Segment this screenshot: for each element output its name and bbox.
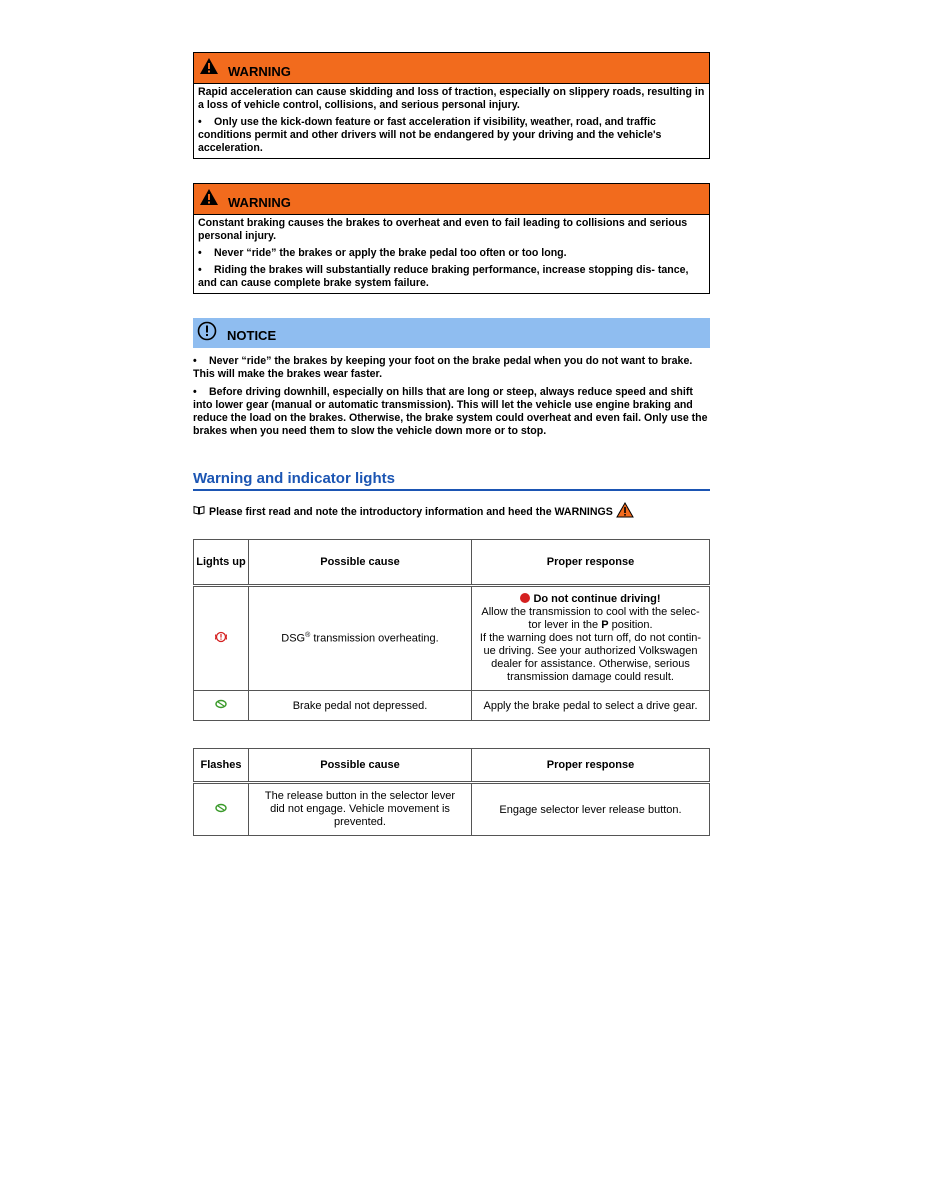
warning-text: Constant braking causes the brakes to overheat and even to fail leading to collisions and serious personal injury. — [198, 217, 688, 242]
warning-bullet: • Only use the kick-down feature or fast acceleration if visibility, weather, road, and traffic conditions permit and other drivers will not be endangered by your driving and the vehicle's acceleration. — [198, 116, 662, 154]
warning-text: Rapid acceleration can cause skidding and loss of traction, especially on slippery roads, resulting in a loss of vehicle control, collisions, and serious personal injury. — [198, 86, 705, 111]
warning-box-acceleration — [193, 52, 710, 159]
warning-box-braking — [193, 183, 710, 294]
column-header: Lights up — [194, 540, 249, 586]
column-header: Possible cause — [249, 540, 472, 586]
table-row — [194, 691, 710, 721]
lights-up-table — [193, 539, 710, 721]
warning-header — [194, 184, 709, 215]
warning-body — [194, 84, 709, 158]
warning-body — [194, 215, 709, 293]
page-content — [193, 52, 710, 836]
response-cell: Do not continue driving! Allow the transmission to cool with the selec- tor lever in the P position. If the warning does not turn off, do not contin- ue driving. See your authorized Volkswagen dealer for assistance. Otherwise, serious transmission damage could result. — [472, 586, 710, 691]
response-cell: Engage selector lever release button. — [472, 783, 710, 836]
warning-title: WARNING — [228, 194, 291, 210]
table-row — [194, 783, 710, 836]
warning-bullet: • Never “ride” the brakes or apply the brake pedal too often or too long. — [198, 247, 567, 259]
warning-header — [194, 53, 709, 84]
exclamation-circle-icon — [197, 321, 217, 346]
notice-title: NOTICE — [227, 327, 277, 343]
stop-icon — [520, 593, 530, 603]
cause-cell: The release button in the selector lever did not engage. Vehicle movement is prevented. — [249, 783, 472, 836]
warning-triangle-icon — [199, 188, 219, 211]
table-header-row — [194, 749, 710, 783]
column-header: Possible cause — [249, 749, 472, 783]
indicator-cell — [194, 783, 249, 836]
response-title: Do not continue driving! — [476, 593, 705, 606]
brake-pedal-icon — [215, 700, 227, 712]
cause-cell: DSG® transmission overheating. — [249, 586, 472, 691]
brake-pedal-icon — [215, 804, 227, 816]
warning-bullet: • Riding the brakes will substantially reduce braking performance, increase stopping dis- tance, and can cause complete brake system failure. — [198, 264, 689, 289]
intro-line — [193, 502, 710, 521]
cause-cell: Brake pedal not depressed. — [249, 691, 472, 721]
section-title: Warning and indicator lights — [193, 470, 710, 491]
book-icon — [193, 505, 205, 518]
table-row — [194, 586, 710, 691]
column-header: Proper response — [472, 540, 710, 586]
column-header: Proper response — [472, 749, 710, 783]
notice-bullet: • Before driving downhill, especially on hills that are long or steep, always reduce speed and shift into lower gear (manual or automatic transmission). This will let the vehicle use engine braking and reduce the load on the brakes. Otherwise, the brake system could overheat and even fail. Only use the brakes when you need them to slow the vehicle down more or to stop. — [193, 386, 708, 437]
column-header: Flashes — [194, 749, 249, 783]
notice-bullet: • Never “ride” the brakes by keeping your foot on the brake pedal when you do not want to brake. This will make the brakes wear faster. — [193, 355, 693, 380]
warning-title: WARNING — [228, 63, 291, 79]
table-header-row — [194, 540, 710, 586]
flashes-table — [193, 748, 710, 836]
notice-box — [193, 318, 710, 438]
transmission-warning-icon — [215, 634, 227, 646]
indicator-cell — [194, 691, 249, 721]
intro-text: Please first read and note the introductory information and heed the WARNINGS — [209, 505, 613, 518]
response-cell: Apply the brake pedal to select a drive gear. — [472, 691, 710, 721]
notice-header — [193, 318, 710, 348]
warning-triangle-icon — [199, 57, 219, 80]
indicator-cell — [194, 586, 249, 691]
warning-triangle-icon[interactable] — [616, 502, 634, 521]
notice-body — [193, 348, 710, 438]
